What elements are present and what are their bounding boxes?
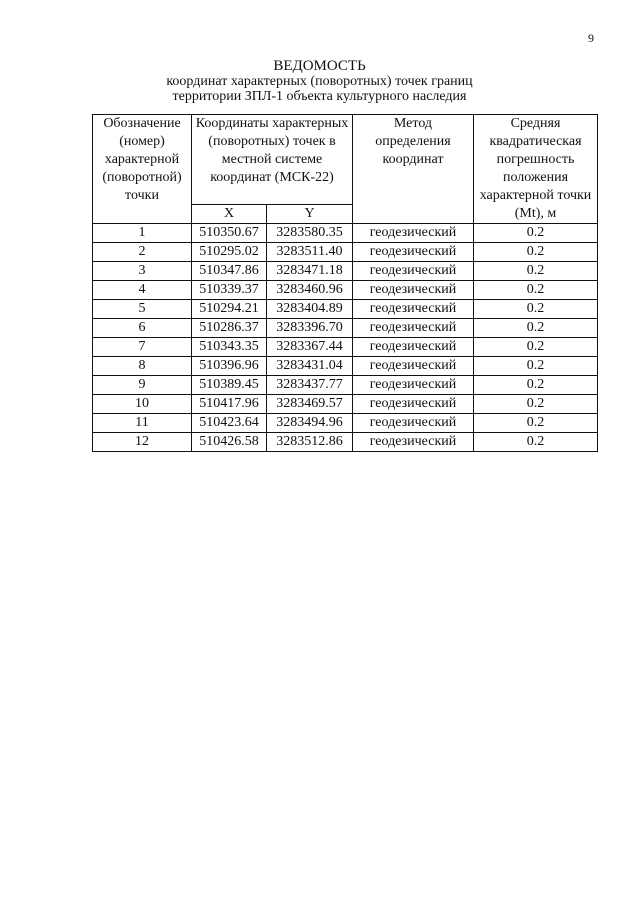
cell-y: 3283460.96 [267, 281, 353, 300]
table-header [93, 115, 598, 224]
cell-error: 0.2 [474, 319, 598, 338]
table-row [93, 357, 598, 376]
table-row [93, 243, 598, 262]
table-row [93, 376, 598, 395]
cell-error: 0.2 [474, 357, 598, 376]
cell-y: 3283469.57 [267, 395, 353, 414]
cell-x: 510389.45 [192, 376, 267, 395]
coordinates-table [92, 114, 598, 452]
cell-point-number: 8 [93, 357, 192, 376]
table-row [93, 433, 598, 452]
table-row [93, 338, 598, 357]
cell-x: 510396.96 [192, 357, 267, 376]
table-row [93, 319, 598, 338]
cell-y: 3283512.86 [267, 433, 353, 452]
cell-x: 510343.35 [192, 338, 267, 357]
header-method: Метод определения координат [353, 115, 474, 224]
cell-error: 0.2 [474, 395, 598, 414]
cell-method: геодезический [353, 224, 474, 243]
table-row [93, 395, 598, 414]
cell-y: 3283511.40 [267, 243, 353, 262]
cell-y: 3283367.44 [267, 338, 353, 357]
cell-x: 510294.21 [192, 300, 267, 319]
cell-y: 3283580.35 [267, 224, 353, 243]
cell-error: 0.2 [474, 433, 598, 452]
cell-y: 3283471.18 [267, 262, 353, 281]
cell-method: геодезический [353, 300, 474, 319]
cell-method: геодезический [353, 319, 474, 338]
cell-point-number: 3 [93, 262, 192, 281]
document-subtitle-line-2: территории ЗПЛ-1 объекта культурного наследия [172, 89, 467, 104]
table-row [93, 414, 598, 433]
cell-point-number: 11 [93, 414, 192, 433]
cell-error: 0.2 [474, 224, 598, 243]
cell-x: 510339.37 [192, 281, 267, 300]
cell-point-number: 6 [93, 319, 192, 338]
document-subtitle-line-1: координат характерных (поворотных) точек границ [166, 74, 473, 89]
header-error: Средняя квадратическая погрешность положения характерной точки (Mt), м [474, 115, 598, 224]
table-body [93, 224, 598, 452]
cell-error: 0.2 [474, 262, 598, 281]
document-title: ВЕДОМОСТЬ [273, 58, 366, 74]
header-y: Y [267, 204, 353, 223]
cell-method: геодезический [353, 338, 474, 357]
header-x: X [192, 204, 267, 223]
cell-error: 0.2 [474, 281, 598, 300]
cell-x: 510295.02 [192, 243, 267, 262]
header-point-number: Обозначение (номер) характерной (поворотной) точки [93, 115, 192, 224]
cell-x: 510426.58 [192, 433, 267, 452]
cell-method: геодезический [353, 357, 474, 376]
cell-method: геодезический [353, 262, 474, 281]
cell-point-number: 2 [93, 243, 192, 262]
cell-x: 510417.96 [192, 395, 267, 414]
cell-error: 0.2 [474, 338, 598, 357]
cell-point-number: 4 [93, 281, 192, 300]
cell-error: 0.2 [474, 414, 598, 433]
cell-point-number: 9 [93, 376, 192, 395]
cell-y: 3283437.77 [267, 376, 353, 395]
table-row [93, 300, 598, 319]
cell-method: геодезический [353, 281, 474, 300]
cell-method: геодезический [353, 414, 474, 433]
cell-y: 3283404.89 [267, 300, 353, 319]
cell-point-number: 1 [93, 224, 192, 243]
cell-error: 0.2 [474, 376, 598, 395]
cell-y: 3283396.70 [267, 319, 353, 338]
title-block [0, 59, 639, 104]
cell-x: 510350.67 [192, 224, 267, 243]
cell-x: 510286.37 [192, 319, 267, 338]
cell-error: 0.2 [474, 300, 598, 319]
page-number: 9 [588, 31, 594, 45]
cell-method: геодезический [353, 243, 474, 262]
cell-y: 3283494.96 [267, 414, 353, 433]
cell-point-number: 10 [93, 395, 192, 414]
table-row [93, 224, 598, 243]
cell-point-number: 12 [93, 433, 192, 452]
cell-x: 510423.64 [192, 414, 267, 433]
cell-point-number: 5 [93, 300, 192, 319]
cell-y: 3283431.04 [267, 357, 353, 376]
cell-error: 0.2 [474, 243, 598, 262]
table-row [93, 281, 598, 300]
header-coordinates: Координаты характерных (поворотных) точек в местной системе координат (МСК-22) [192, 115, 353, 205]
cell-method: геодезический [353, 433, 474, 452]
table-row [93, 262, 598, 281]
cell-point-number: 7 [93, 338, 192, 357]
cell-method: геодезический [353, 395, 474, 414]
cell-x: 510347.86 [192, 262, 267, 281]
cell-method: геодезический [353, 376, 474, 395]
